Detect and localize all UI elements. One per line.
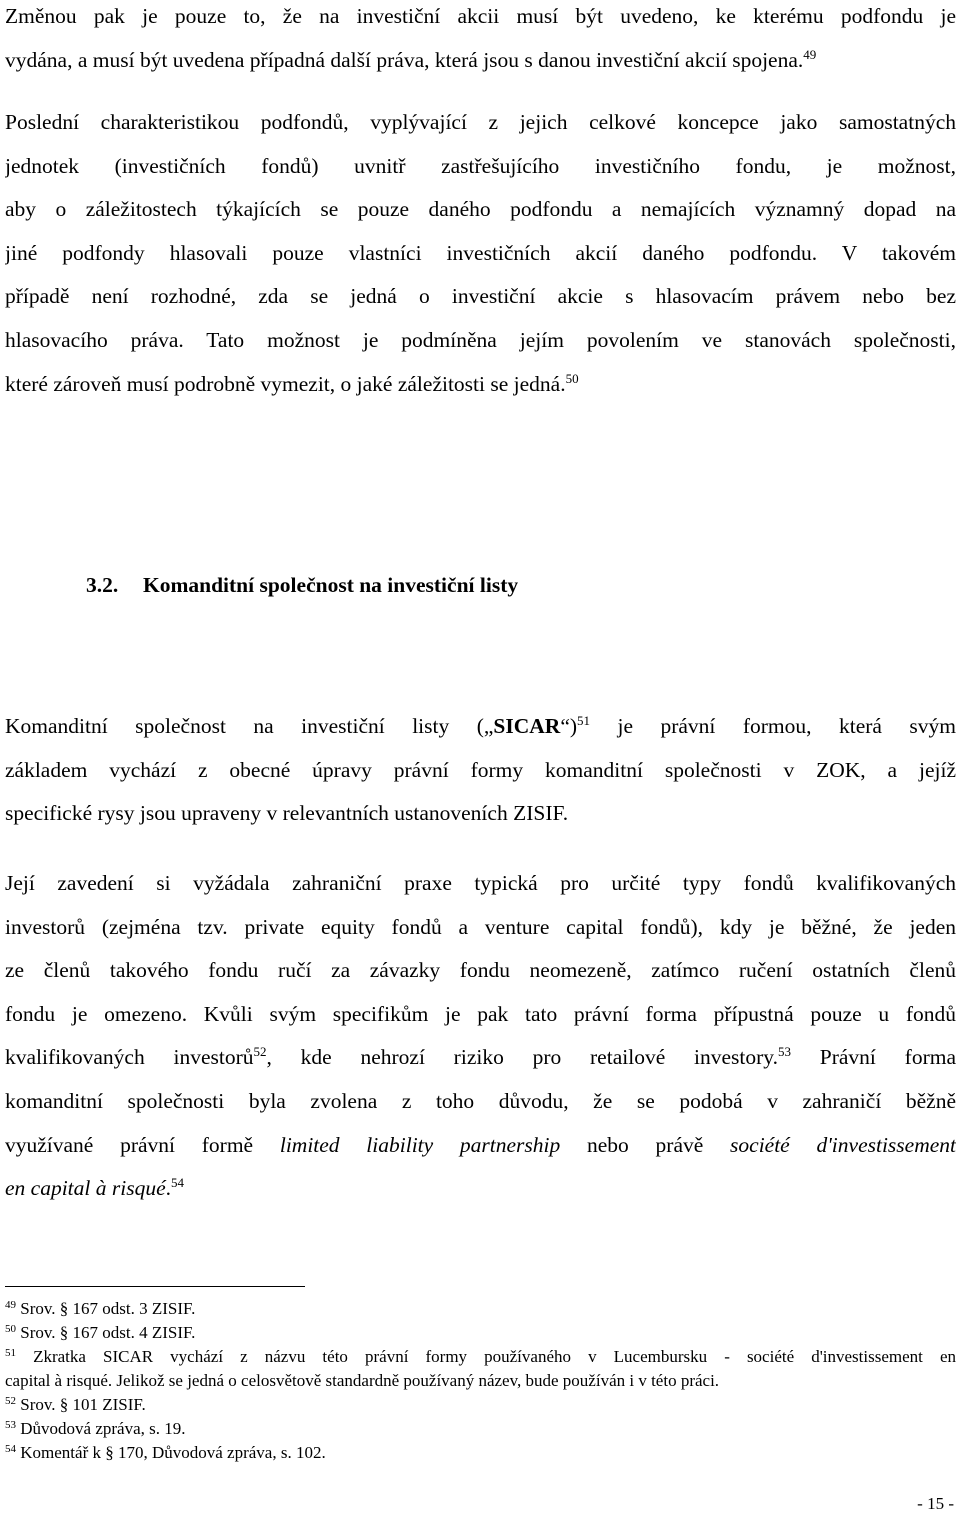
footnote-ref[interactable]: 52	[253, 1044, 267, 1060]
section-title: Komanditní společnost na investiční listy	[143, 573, 519, 597]
text-line: investorů (zejména tzv. private equity fondů a venture capital fondů), kdy je běžné, že jeden	[5, 914, 956, 939]
paragraph-4	[5, 862, 956, 1211]
footnote-50: $^{50}$ Srov. § 167 odst. 4 ZISIF.	[5, 1323, 196, 1342]
footnote-separator	[5, 1286, 305, 1287]
text-line: ze členů takového fondu ručí za závazky fondu neomezeně, zatímco ručení ostatních členů	[5, 958, 956, 983]
text-line: fondu je omezeno. Kvůli svým specifikům je pak tato právní forma přípustná pouze u fondů	[5, 1001, 956, 1026]
footnote-53: $^{53}$ Důvodová zpráva, s. 19.	[5, 1419, 186, 1438]
footnote-52: $^{52}$ Srov. § 101 ZISIF.	[5, 1395, 146, 1414]
text-line: Komanditní společnost na investiční listy („SICAR“)$^{51}$ je právní formou, která svým	[5, 713, 956, 738]
footnote-51-cont: capital à risqué. Jelikož se jedná o celosvětově standardně používaný název, bude používán i v této práci.	[5, 1371, 720, 1390]
paragraph-1	[5, 0, 956, 82]
paragraph-2	[5, 101, 956, 406]
text-line: komanditní společnosti byla zvolena z toho důvodu, že se podobá v zahraničí běžně	[5, 1088, 956, 1113]
footnote-51: $^{51}$ Zkratka SICAR vychází z názvu této právní formy používaného v Lucembursku - société d'investissement en	[5, 1347, 956, 1366]
text-line: kvalifikovaných investorů$^{52}$, kde nehrozí riziko pro retailové investory.$^{53}$ Právní forma	[5, 1044, 956, 1070]
text-line: případě není rozhodné, zda se jedná o investiční akcie s hlasovacím právem nebo bez	[5, 284, 956, 309]
footnote-ref[interactable]: 53	[778, 1044, 791, 1060]
text-line: aby o záležitostech týkajících se pouze daného podfondu a nemajících významný dopad na	[5, 197, 956, 222]
text-line: Poslední charakteristikou podfondů, vyplývající z jejich celkové koncepce jako samostatných	[5, 110, 956, 134]
section-heading	[86, 573, 518, 598]
footnote-ref[interactable]: 54	[171, 1175, 185, 1191]
footnote-54: $^{54}$ Komentář k § 170, Důvodová zpráva, s. 102.	[5, 1443, 326, 1462]
text-line: hlasovacího práva. Tato možnost je podmíněna jejím povolením ve stanovách společnosti,	[5, 327, 956, 352]
text-line: jiné podfondy hlasovali pouze vlastníci investičních akcií daného podfondu. V takovém	[5, 240, 956, 265]
section-number: 3.2.	[86, 573, 119, 597]
footnote-ref[interactable]: 50	[565, 370, 579, 386]
page-number: - 15 -	[917, 1494, 954, 1513]
text-line: specifické rysy jsou upraveny v relevantních ustanoveních ZISIF.	[5, 801, 569, 826]
paragraph-3	[5, 705, 956, 836]
sicar-bold: SICAR	[493, 714, 561, 738]
footnote-49: $^{49}$ Srov. § 167 odst. 3 ZISIF.	[5, 1299, 196, 1318]
text-line: vydána, a musí být uvedena případná další práva, která jsou s danou investiční akcií spojena.$^{49}$	[5, 46, 817, 72]
text-line: základem vychází z obecné úpravy právní formy komanditní společnosti v ZOK, a jejíž	[5, 757, 956, 782]
text-line: které zároveň musí podrobně vymezit, o jaké záležitosti se jedná.$^{50}$	[5, 370, 579, 396]
footnote-ref[interactable]: 51	[577, 713, 591, 728]
text-line: jednotek (investičních fondů) uvnitř zastřešujícího investičního fondu, je možnost,	[5, 153, 956, 178]
footnote-ref[interactable]: 49	[803, 46, 817, 62]
text-line: využívané právní formě limited liability partnership nebo právě société d'investissement	[5, 1132, 956, 1157]
text-line: en capital à risqué.$^{54}$	[5, 1175, 185, 1201]
text-line: Její zavedení si vyžádala zahraniční praxe typická pro určité typy fondů kvalifikovaných	[5, 871, 956, 895]
text-line: Změnou pak je pouze to, že na investiční akcii musí být uvedeno, ke kterému podfondu je	[5, 4, 956, 28]
